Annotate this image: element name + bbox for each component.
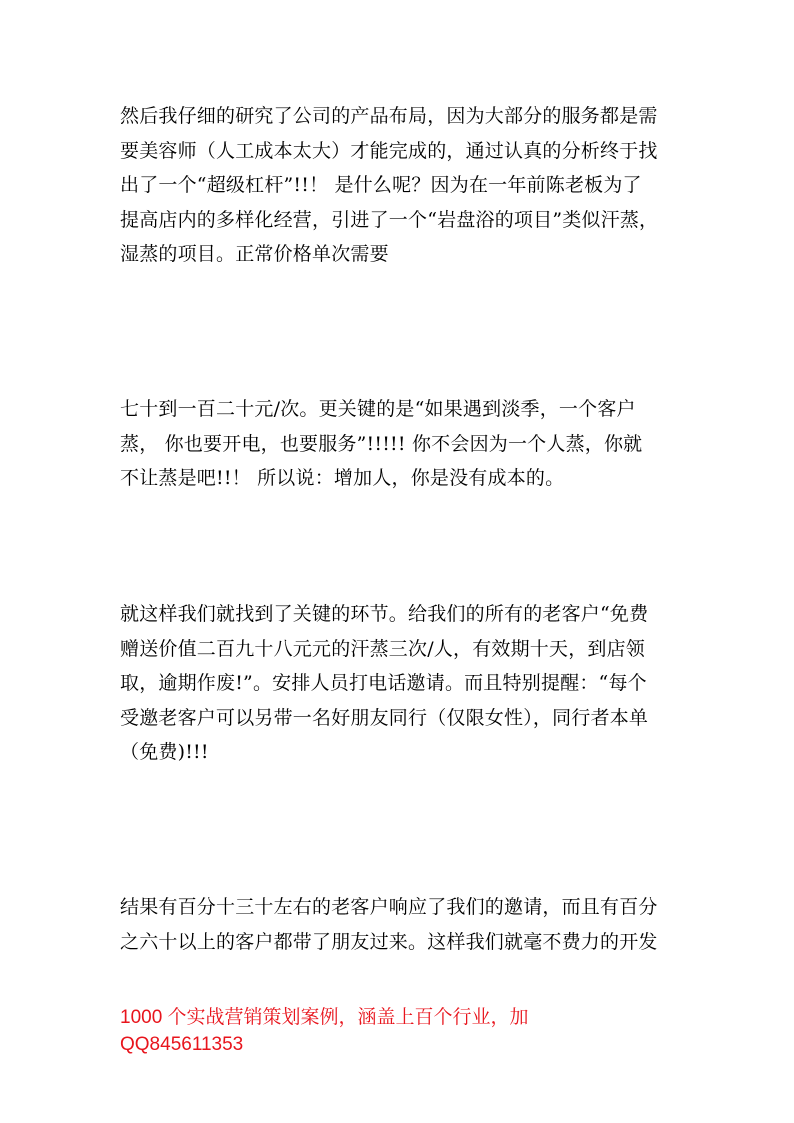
promo-line: 1000 个实战营销策划案例，涵盖上百个行业，加 <box>120 1007 529 1028</box>
text-line: 提高店内的多样化经营，引进了一个“岩盘浴的项目”类似汗蒸， <box>120 208 659 231</box>
text-line: 赠送价值二百九十八元元的汗蒸三次/人，有效期十天，到店领 <box>120 637 646 660</box>
text-line: 就这样我们就找到了关键的环节。给我们的所有的老客户“免费 <box>120 603 649 625</box>
text-line: （免费)!!! <box>120 741 209 764</box>
text-line: 之六十以上的客户都带了朋友过来。这样我们就毫不费力的开发 <box>120 930 658 953</box>
text-line: 出了一个“超级杠杆”!!！ 是什么呢？因为在一年前陈老板为了 <box>120 174 642 197</box>
promo-footer <box>120 1004 529 1058</box>
text-line: 湿蒸的项目。正常价格单次需要 <box>120 243 389 266</box>
text-line: 然后我仔细的研究了公司的产品布局，因为大部分的服务都是需 <box>120 105 658 127</box>
text-line: 结果有百分十三十左右的老客户响应了我们的邀请，而且有百分 <box>120 896 658 918</box>
paragraph-2 <box>120 392 676 496</box>
text-line: 蒸， 你也要开电，也要服务”!!!!! 你不会因为一个人蒸，你就 <box>120 432 643 455</box>
paragraph-4 <box>120 890 676 959</box>
text-line: 受邀老客户可以另带一名好朋友同行（仅限女性），同行者本单 <box>120 706 649 729</box>
text-line: 要美容师（人工成本太大）才能完成的，通过认真的分析终于找 <box>120 139 658 162</box>
text-line: 取，逾期作废!”。安排人员打电话邀请。而且特别提醒：“每个 <box>120 672 647 695</box>
text-line: 不让蒸是吧!!！ 所以说：增加人，你是没有成本的。 <box>120 467 565 490</box>
paragraph-3 <box>120 597 676 770</box>
text-line: 七十到一百二十元/次。更关键的是“如果遇到淡季，一个客户 <box>120 398 636 420</box>
paragraph-1 <box>120 99 676 272</box>
promo-contact: QQ845611353 <box>120 1034 244 1055</box>
